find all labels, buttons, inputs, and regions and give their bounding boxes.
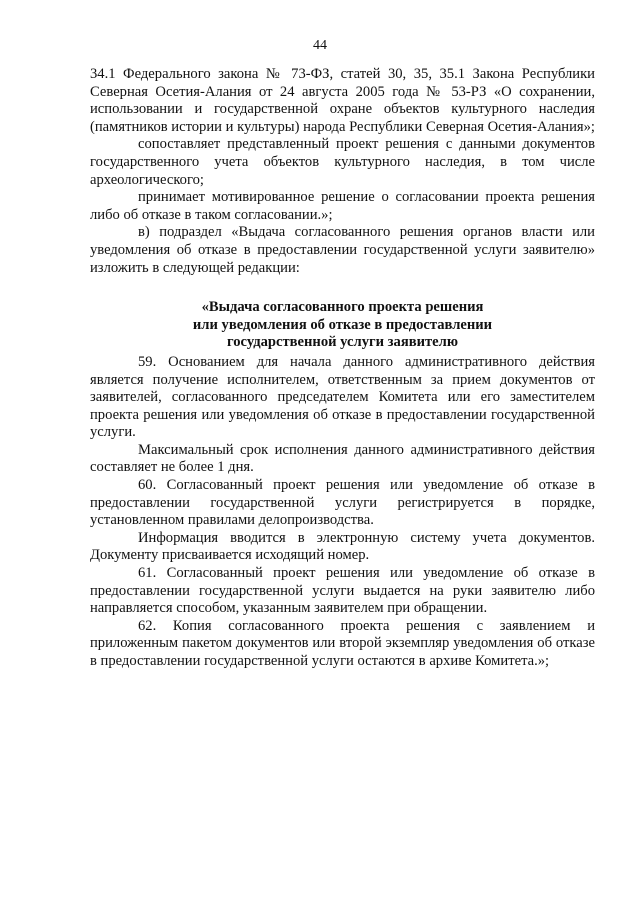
- paragraph-59: 59. Основанием для начала данного административного действия является получение исполнителем, ответственным за прием документов от заявителей, согласованного председателем Комитета или его заместителем проекта решения или уведомления об отказе в предоставлении государственной услуги.: [90, 353, 595, 441]
- paragraph-61: 61. Согласованный проект решения или уведомление об отказе в предоставлении государственной услуги выдается на руки заявителю либо направляется способом, указанным заявителем при обращении.: [90, 565, 595, 617]
- section-heading-line-3: государственной услуги заявителю: [226, 334, 459, 351]
- paragraph-4: в) подраздел «Выдача согласованного решения органов власти или уведомления об отказе в предоставлении государственной услуги заявителю» изложить в следующей редакции:: [90, 224, 595, 276]
- paragraph-3: принимает мотивированное решение о согласовании проекта решения либо об отказе в таком согласовании.»;: [90, 189, 595, 223]
- page-number: 44: [313, 38, 327, 53]
- paragraph-2: сопоставляет представленный проект решения с данными документов государственного учета объектов культурного наследия, в том числе археологического;: [90, 136, 595, 188]
- paragraph-62: 62. Копия согласованного проекта решения с заявлением и приложенным пакетом документов или второй экземпляр уведомления об отказе в предоставлении государственной услуги остаются в архиве Комитета.»;: [90, 617, 595, 669]
- paragraph-info: Информация вводится в электронную систему учета документов. Документу присваивается исходящий номер.: [90, 529, 595, 564]
- paragraph-max-term: Максимальный срок исполнения данного административного действия составляет не более 1 дня.: [90, 441, 595, 476]
- document-body: [90, 66, 595, 671]
- section-heading-line-2: или уведомления об отказе в предоставлении: [192, 316, 493, 333]
- paragraph-1: 34.1 Федерального закона № 73-ФЗ, статей 30, 35, 35.1 Закона Республики Северная Осетия-Алания от 24 августа 2005 года № 53-РЗ «О сохранении, использовании и государственной охране объектов культурного наследия (памятников истории и культуры) народа Республики Северная Осетия-Алания»;: [90, 66, 595, 135]
- section-heading: [90, 299, 595, 352]
- section-heading-line-1: «Выдача согласованного проекта решения: [201, 299, 484, 316]
- paragraph-60: 60. Согласованный проект решения или уведомление об отказе в предоставлении государственной услуги регистрируется в порядке, установленном правилами делопроизводства.: [90, 477, 595, 529]
